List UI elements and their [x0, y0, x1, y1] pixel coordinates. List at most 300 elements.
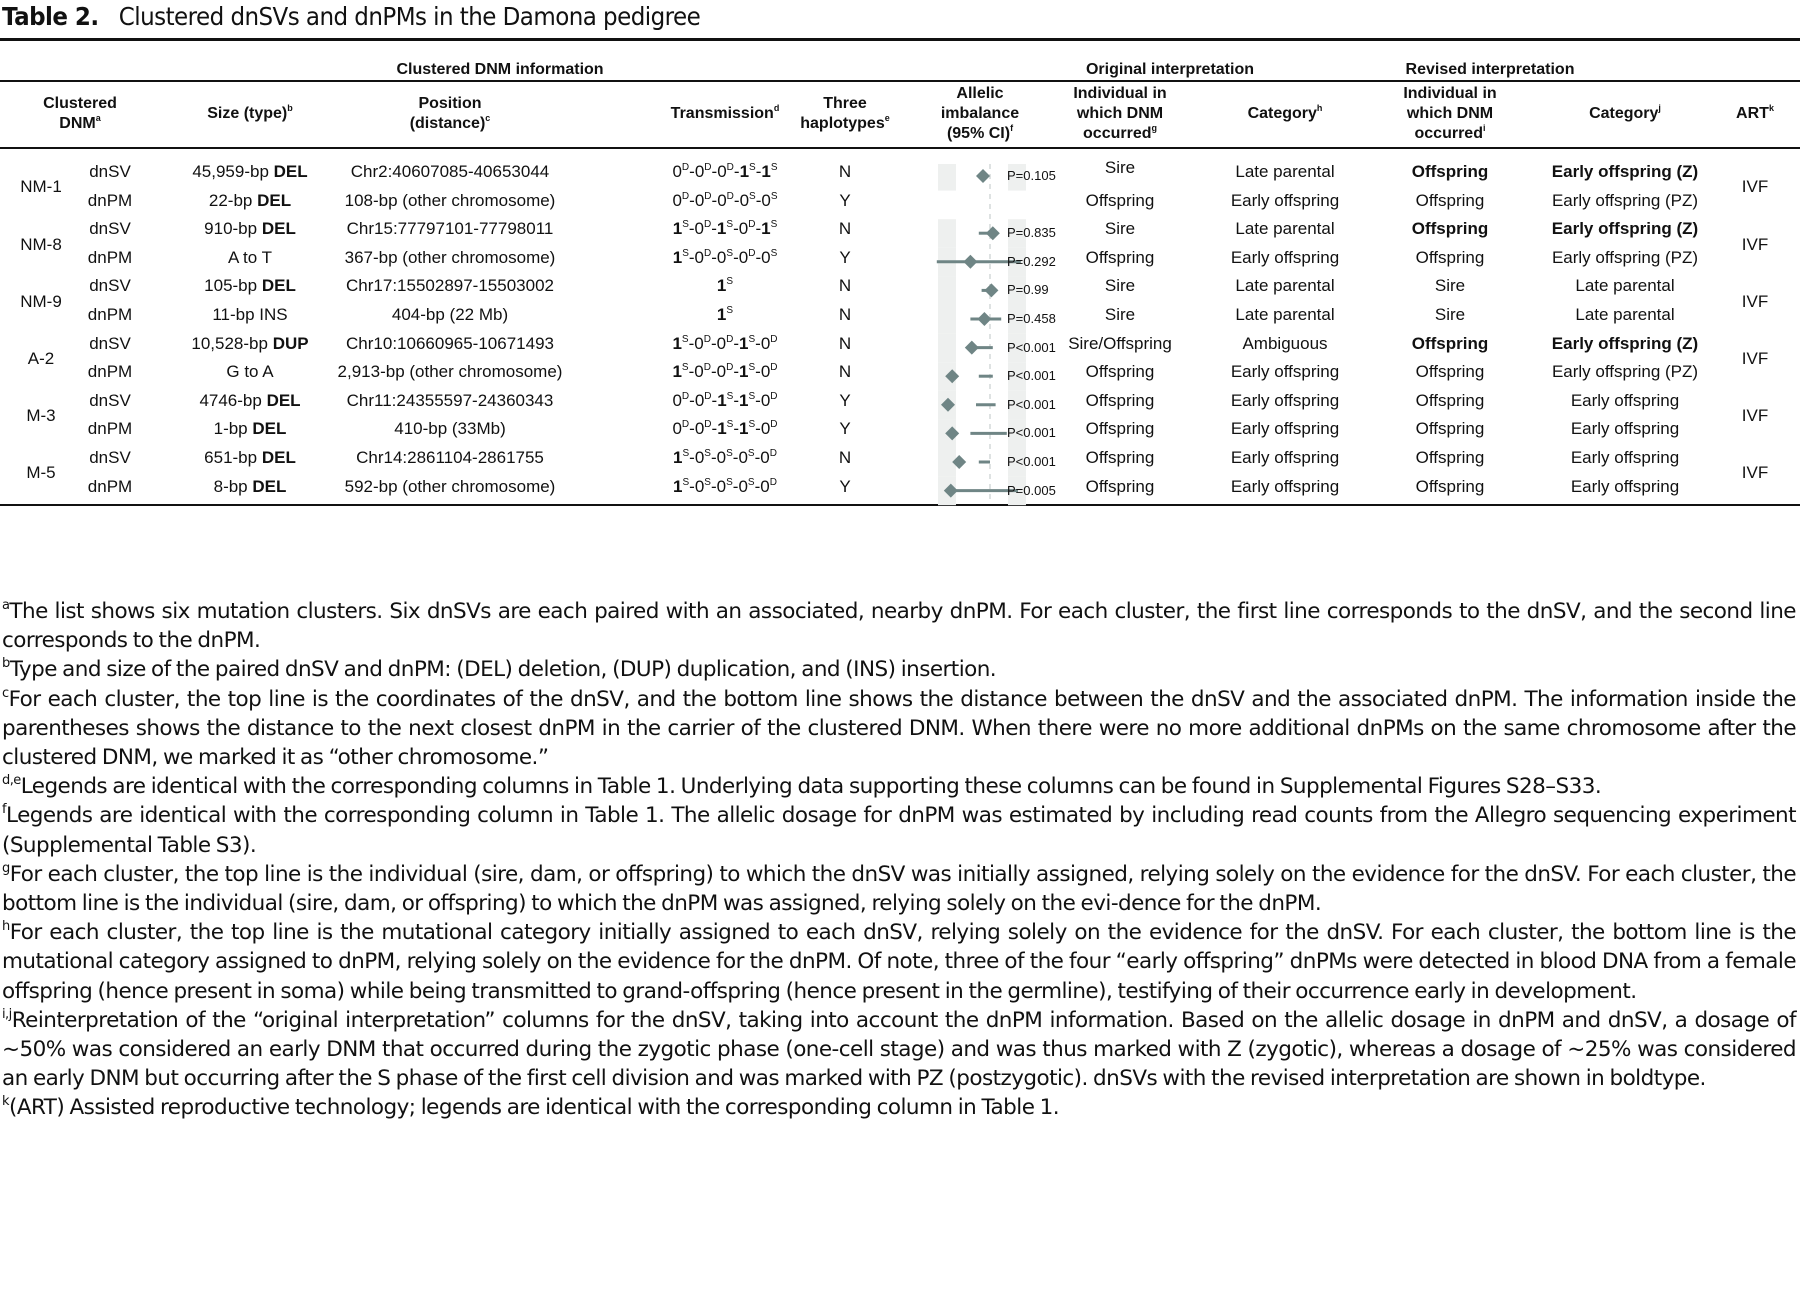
transmission-digit: 0	[717, 162, 727, 181]
estimate-diamond	[986, 226, 1000, 240]
header-line	[920, 84, 1040, 104]
column-header-art	[1725, 104, 1785, 124]
header-line	[1380, 84, 1520, 104]
p-value: P<0.001	[1007, 396, 1056, 412]
header-text: imbalance	[940, 105, 1020, 122]
superscript: D	[681, 162, 690, 173]
revised-category	[1540, 191, 1710, 211]
art-value: IVF	[1741, 463, 1769, 483]
original-individual: Sire	[1104, 276, 1136, 296]
footnote	[2, 597, 1796, 655]
superscript: S	[726, 247, 734, 259]
header-line	[1540, 104, 1710, 124]
header-text: (95% CI)	[946, 125, 1011, 142]
header-text: Three	[823, 95, 867, 112]
header-line	[920, 104, 1040, 124]
footnote-text: (ART) Assisted reproductive technology; legends are identical with the corresponding column in Table 1.	[8, 1095, 1060, 1121]
transmission-digit: 1	[673, 448, 683, 467]
transmission-digit: 1	[672, 219, 683, 239]
superscript: b	[2, 656, 10, 672]
superscript: S	[704, 476, 711, 488]
group-header-info: Clustered DNM information	[396, 61, 604, 78]
transmission: $0^D-0^D-1^S-1^S-0^D$	[672, 390, 778, 410]
footnote-text: The list shows six mutation clusters. Six dnSVs are each paired with an associated, nearby dnPM. For each cluster, the first line corresponds to the dnSV, and the second line corresponds to the dnPM.	[2, 599, 1796, 654]
original-category: Early offspring	[1230, 362, 1340, 382]
superscript: D	[681, 390, 690, 402]
revised-individual	[1380, 391, 1520, 411]
position: 367-bp (other chromosome)	[344, 247, 556, 267]
superscript: D	[748, 247, 756, 259]
p-value: P<0.001	[1007, 425, 1056, 441]
mutation-kind: dnPM	[87, 419, 133, 439]
table-label: Table 2.	[2, 2, 99, 31]
footnote	[2, 655, 1796, 684]
transmission-digit: 0	[760, 390, 771, 410]
superscript: S	[726, 448, 733, 459]
revised-individual	[1380, 448, 1520, 468]
size-value: 22-bp	[208, 190, 253, 210]
header-line	[1205, 104, 1365, 124]
footnote-text: For each cluster, the top line is the coordinates of the dnSV, and the bottom line shows the distance between the dnSV and the associated dnPM. The information inside the parentheses shows the distance to the next closest dnPM in the carrier of the clustered DNM. When there were no more additional dnPMs on the same chromosome after the clustered DNM, we marked it as “other chromosome.”	[2, 686, 1796, 771]
size-value: 45,959-bp	[192, 162, 269, 181]
superscript: h	[2, 919, 10, 935]
column-header-imbalance	[920, 84, 1040, 144]
revised-individual	[1380, 248, 1520, 268]
cluster-id: NM-1	[20, 177, 62, 197]
original-category: Late parental	[1235, 219, 1335, 239]
superscript: S	[747, 476, 755, 488]
revised-category	[1540, 248, 1710, 268]
transmission-digit: 1	[672, 333, 682, 353]
header-line	[780, 114, 910, 134]
original-category: Late parental	[1235, 162, 1335, 181]
transmission-digit: 0	[761, 190, 771, 210]
three-haplotypes: N	[838, 448, 852, 467]
original-category: Early offspring	[1230, 476, 1340, 496]
mutation-kind: dnPM	[87, 190, 133, 210]
header-text: Category	[1247, 105, 1317, 122]
header-text: (distance)	[409, 115, 486, 132]
transmission-digit: 0	[672, 419, 682, 439]
superscript: a	[95, 113, 101, 123]
art-value: IVF	[1741, 177, 1769, 197]
revised-category-text: Early offspring (PZ)	[1551, 247, 1699, 267]
footnote-text: Reinterpretation of the “original interpretation” columns for the dnSV, taking into account the dnPM information. Based on the allelic dosage in dnPM and dnSV, a dosage of ~50% was considered an early DNM that occurred during the zygotic phase (one-cell stage) and was thus marked with Z (zygotic), whereas a dosage of ~25% was considered an early DNM but occurring after the S phase of the first cell division and was marked with PZ (postzygotic). dnSVs with the revised interpretation are shown in boldtype.	[2, 1007, 1796, 1092]
superscript: g	[2, 860, 10, 876]
header-line	[1050, 124, 1190, 144]
revised-individual	[1380, 219, 1520, 239]
transmission-digit: 0	[717, 190, 727, 210]
p-value: P=0.005	[1007, 482, 1056, 498]
cluster-id: A-2	[27, 348, 55, 368]
header-text: DNM	[59, 115, 96, 132]
estimate-diamond	[963, 255, 977, 269]
size-value: 10,528-bp	[191, 333, 268, 353]
transmission: $1^S-0^S-0^S-0^S-0^D$	[673, 448, 777, 467]
header-text: occurred	[1414, 125, 1483, 142]
revised-category	[1540, 276, 1710, 296]
superscript: S	[726, 476, 733, 488]
mutation-kind: dnSV	[89, 448, 131, 467]
transmission-digit: 0	[694, 362, 704, 382]
transmission: $1^S-0^D-0^D-1^S-0^D$	[672, 362, 778, 382]
superscript: S	[770, 247, 778, 259]
position: 2,913-bp (other chromosome)	[337, 362, 563, 382]
transmission-digit: 0	[672, 390, 682, 410]
header-text: Individual in	[1073, 85, 1167, 102]
superscript: D	[703, 362, 711, 374]
revised-category	[1540, 219, 1710, 239]
superscript: D	[770, 390, 778, 402]
transmission-digit: 0	[694, 162, 705, 181]
header-text: Category	[1589, 105, 1659, 122]
superscript: i,j	[2, 1006, 12, 1022]
footnote-text: For each cluster, the top line is the mutational category initially assigned to each dnSV, relying solely on the evidence for the dnSV. For each cluster, the bottom line is the mutational category assigned to dnPM, relying solely on the evidence for the dnPM. Of note, three of the four “early offspring” dnPMs were detected in blood DNA from a female offspring (hence present in soma) while being transmitted to grand-offspring (hence present in the germline), testifying of their occurrence early in development.	[2, 920, 1796, 1004]
p-value: P=0.835	[1007, 225, 1056, 241]
transmission-digit: 1	[672, 362, 682, 382]
transmission: $1^S-0^D-1^S-0^D-1^S$	[672, 219, 778, 239]
header-line	[1725, 104, 1785, 124]
header-text: Size (type)	[207, 105, 288, 122]
three-haplotypes: N	[838, 362, 852, 382]
transmission-digit: 0	[760, 333, 771, 353]
superscript: S	[770, 162, 778, 173]
type-value: DEL	[261, 276, 296, 296]
superscript: D	[726, 162, 734, 173]
three-haplotypes: N	[838, 162, 852, 181]
superscript: D	[770, 362, 778, 374]
superscript: S	[749, 162, 756, 173]
estimate-diamond	[984, 283, 998, 297]
column-header-haplotypes	[780, 94, 910, 134]
superscript: S	[726, 305, 734, 316]
revised-individual-text: Offspring	[1415, 247, 1485, 267]
superscript: S	[681, 362, 689, 374]
transmission-digit: 0	[760, 476, 770, 496]
mutation-kind: dnPM	[87, 305, 133, 324]
position: Chr15:77797101-77798011	[346, 219, 554, 239]
header-line	[15, 94, 145, 114]
header-rule	[0, 147, 1800, 149]
superscript: D	[726, 190, 734, 202]
transmission: $1^S-0^D-0^D-1^S-0^D$	[672, 333, 778, 353]
header-line	[1380, 104, 1520, 124]
superscript: D	[769, 448, 777, 459]
three-haplotypes: Y	[839, 190, 851, 210]
superscript: D	[726, 362, 734, 374]
three-haplotypes: N	[838, 276, 852, 296]
size-value: 910-bp	[204, 219, 258, 239]
original-category: Early offspring	[1230, 247, 1340, 267]
column-header-rev-individual	[1380, 84, 1520, 144]
type-value: DEL	[257, 190, 292, 210]
p-value: P<0.001	[1007, 368, 1056, 384]
revised-individual-text: Offspring	[1415, 390, 1485, 410]
shaded-band	[938, 219, 956, 248]
header-text: Transmission	[670, 105, 774, 122]
revised-category	[1540, 362, 1710, 382]
revised-category-text: Late parental	[1575, 305, 1675, 324]
superscript: S	[770, 219, 778, 231]
revised-individual	[1380, 276, 1520, 296]
size-value: A to T	[227, 247, 273, 267]
superscript: S	[749, 190, 756, 202]
superscript: D	[704, 162, 712, 173]
art-value: IVF	[1741, 234, 1769, 254]
estimate-diamond	[976, 169, 990, 183]
transmission-digit: 1	[761, 162, 771, 181]
shaded-band	[938, 334, 956, 363]
superscript: S	[748, 362, 756, 374]
footnote-text: Legends are identical with the corresponding columns in Table 1. Underlying data supporting these columns can be found in Supplemental Figures S28–S33.	[20, 774, 1602, 800]
superscript: h	[1316, 103, 1323, 113]
shaded-band	[938, 305, 956, 334]
transmission-digit: 0	[694, 190, 705, 210]
header-line	[1050, 84, 1190, 104]
superscript: S	[726, 219, 734, 231]
revised-category	[1540, 391, 1710, 411]
position: 108-bp (other chromosome)	[344, 190, 556, 210]
type-value: DEL	[252, 419, 287, 439]
revised-individual	[1380, 334, 1520, 354]
art-value: IVF	[1741, 406, 1769, 426]
type-value: DEL	[252, 476, 287, 496]
original-individual: Offspring	[1085, 247, 1155, 267]
three-haplotypes: N	[838, 333, 852, 353]
position: Chr10:10660965-10671493	[346, 333, 554, 353]
column-header-rev-category	[1540, 104, 1710, 124]
mutation-kind: dnSV	[89, 162, 131, 181]
revised-category	[1540, 477, 1710, 497]
original-category: Ambiguous	[1242, 333, 1328, 353]
three-haplotypes: N	[838, 219, 852, 239]
transmission-digit: 0	[738, 448, 748, 467]
art-value: IVF	[1741, 291, 1769, 311]
transmission-digit: 1	[739, 362, 749, 382]
transmission-digit: 1	[716, 276, 727, 296]
footnote	[2, 801, 1796, 859]
mutation-kind: dnSV	[89, 390, 131, 410]
superscript: D	[704, 190, 712, 202]
superscript: e	[884, 113, 890, 123]
footnotes	[2, 597, 1796, 1123]
table-title	[2, 2, 700, 31]
superscript: c	[485, 113, 491, 123]
transmission-digit: 1	[739, 333, 749, 353]
revised-category-text: Early offspring	[1570, 390, 1680, 410]
transmission: $1^S-0^S-0^S-0^S-0^D$	[673, 476, 777, 496]
superscript: S	[682, 448, 690, 459]
revised-category-text: Early offspring	[1570, 419, 1680, 439]
transmission-digit: 1	[673, 476, 683, 496]
superscript: D	[770, 419, 778, 431]
revised-individual-text: Offspring	[1415, 190, 1485, 210]
superscript: d,e	[2, 773, 21, 789]
footnote	[2, 772, 1796, 801]
superscript: a	[2, 598, 10, 613]
table-caption: Clustered dnSVs and dnPMs in the Damona pedigree	[118, 2, 701, 31]
revised-individual-text: Offspring	[1415, 362, 1485, 382]
cluster-id: M-3	[26, 406, 56, 426]
revised-category-text: Late parental	[1575, 276, 1675, 296]
position: Chr17:15502897-15503002	[346, 276, 554, 296]
revised-individual-text: Offspring	[1411, 162, 1489, 181]
column-header-position	[300, 94, 600, 134]
position: Chr2:40607085-40653044	[350, 162, 550, 181]
header-text: haplotypes	[800, 115, 885, 132]
transmission: $0^D-0^D-0^D-0^S-0^S$	[672, 190, 778, 210]
revised-individual-text: Offspring	[1411, 333, 1489, 353]
header-line	[1380, 124, 1520, 144]
p-value: P=0.99	[1007, 282, 1049, 298]
superscript: D	[704, 419, 712, 431]
transmission: $0^D-0^D-0^D-1^S-1^S$	[672, 162, 778, 181]
superscript: D	[769, 476, 777, 488]
header-text: Position	[418, 95, 482, 112]
revised-individual-text: Offspring	[1415, 448, 1485, 467]
p-value: P<0.001	[1007, 339, 1056, 355]
size-value: 105-bp	[204, 276, 258, 296]
position: 410-bp (33Mb)	[394, 419, 506, 439]
superscript: S	[682, 219, 689, 231]
original-category: Early offspring	[1230, 390, 1340, 410]
footnote	[2, 860, 1796, 918]
superscript: D	[681, 419, 690, 431]
header-text: Individual in	[1403, 85, 1497, 102]
revised-category-text: Early offspring	[1570, 448, 1680, 467]
header-line	[920, 124, 1040, 144]
transmission-digit: 0	[760, 419, 771, 439]
header-text: which DNM	[1406, 105, 1494, 122]
transmission-digit: 1	[716, 219, 727, 239]
original-individual: Sire	[1104, 219, 1136, 239]
shaded-band	[938, 164, 956, 191]
p-value: P=0.105	[1007, 168, 1056, 183]
superscript: D	[704, 390, 712, 402]
original-individual: Offspring	[1085, 390, 1155, 410]
revised-category-text: Early offspring (PZ)	[1551, 362, 1699, 382]
transmission-digit: 0	[716, 476, 727, 496]
transmission-digit: 1	[717, 419, 727, 439]
transmission-digit: 0	[672, 190, 682, 210]
revised-individual	[1380, 305, 1520, 325]
superscript: S	[704, 448, 711, 459]
type-value: DEL	[273, 162, 308, 181]
footnote-text: Type and size of the paired dnSV and dnPM: (DEL) deletion, (DUP) duplication, and (INS) insertion.	[9, 657, 997, 683]
revised-category-text: Early offspring	[1570, 476, 1680, 496]
header-line	[780, 94, 910, 114]
footnote-text: Legends are identical with the corresponding column in Table 1. The allelic dosage for dnPM was estimated by including read counts from the Allegro sequencing experiment (Supplemental Table S3).	[2, 803, 1796, 858]
header-text: Allelic	[956, 85, 1004, 102]
superscript: k	[1768, 103, 1774, 113]
revised-category	[1540, 419, 1710, 439]
original-category: Late parental	[1235, 305, 1335, 324]
original-individual: Sire/Offspring	[1068, 333, 1172, 353]
transmission-digit: 0	[738, 219, 749, 239]
transmission-digit: 0	[694, 448, 705, 467]
transmission-digit: 0	[694, 333, 704, 353]
transmission-digit: 1	[717, 390, 727, 410]
superscript: g	[1151, 123, 1157, 133]
transmission-digit: 0	[738, 476, 748, 496]
superscript: S	[748, 390, 756, 402]
p-value: P=0.292	[1007, 253, 1056, 269]
size-value: 8-bp	[213, 476, 248, 496]
cluster-id: NM-8	[20, 234, 62, 254]
superscript: D	[681, 190, 690, 202]
revised-individual-text: Sire	[1434, 305, 1466, 324]
superscript: S	[682, 476, 690, 488]
superscript: S	[748, 333, 756, 345]
superscript: S	[770, 190, 778, 202]
transmission-digit: 0	[694, 247, 705, 267]
footnote-text: For each cluster, the top line is the individual (sire, dam, or offspring) to which the dnSV was initially assigned, relying solely on the evidence for the dnSV. For each cluster, the bottom line is the individual (sire, dam, or offspring) to which the dnPM was assigned, relying solely on the evi-dence for the dnPM.	[2, 861, 1796, 917]
shaded-band	[938, 276, 956, 305]
superscript: S	[748, 419, 756, 431]
transmission-digit: 0	[716, 247, 727, 267]
mutation-kind: dnPM	[87, 247, 133, 267]
superscript: j	[1658, 103, 1661, 113]
allelic-imbalance-forest-plot	[920, 164, 1082, 564]
type-value: DEL	[261, 219, 296, 239]
transmission: $1^S-0^D-0^S-0^D-0^S$	[672, 247, 778, 267]
header-line	[15, 114, 145, 134]
superscript: S	[726, 419, 734, 431]
revised-category	[1540, 334, 1710, 354]
transmission-digit: 1	[761, 219, 771, 239]
transmission-digit: 0	[716, 362, 727, 382]
superscript: D	[748, 219, 756, 231]
mutation-kind: dnSV	[89, 333, 131, 353]
estimate-diamond	[965, 341, 979, 355]
revised-individual-text: Offspring	[1411, 219, 1489, 239]
original-individual: Offspring	[1085, 190, 1155, 210]
original-individual: Offspring	[1085, 476, 1155, 496]
three-haplotypes: Y	[839, 419, 851, 439]
revised-individual	[1380, 362, 1520, 382]
transmission-digit: 1	[739, 390, 749, 410]
mutation-kind: dnSV	[89, 276, 131, 296]
three-haplotypes: Y	[839, 476, 851, 496]
revised-category	[1540, 305, 1710, 325]
revised-category-text: Early offspring (Z)	[1551, 333, 1699, 353]
original-category: Late parental	[1235, 276, 1335, 296]
group-header-original: Original interpretation	[1085, 61, 1254, 78]
bottom-rule	[0, 504, 1800, 506]
original-individual: Offspring	[1085, 362, 1155, 382]
transmission-digit: 0	[760, 448, 770, 467]
superscript: c	[2, 685, 9, 701]
superscript: D	[704, 219, 712, 231]
transmission-digit: 0	[694, 476, 705, 496]
three-haplotypes: Y	[839, 247, 851, 267]
transmission-digit: 0	[694, 419, 705, 439]
revised-category-text: Early offspring (PZ)	[1551, 190, 1699, 210]
revised-individual	[1380, 162, 1520, 182]
original-category: Early offspring	[1230, 419, 1340, 439]
original-individual: Sire	[1104, 158, 1136, 177]
superscript: D	[726, 333, 734, 345]
art-value: IVF	[1741, 348, 1769, 368]
header-text: ART	[1736, 105, 1769, 122]
revised-category	[1540, 448, 1710, 468]
superscript: S	[682, 247, 689, 259]
header-line	[300, 94, 600, 114]
position: 404-bp (22 Mb)	[391, 305, 509, 324]
revised-individual-text: Offspring	[1415, 476, 1485, 496]
mutation-kind: dnSV	[89, 219, 131, 239]
original-individual: Offspring	[1085, 448, 1155, 467]
